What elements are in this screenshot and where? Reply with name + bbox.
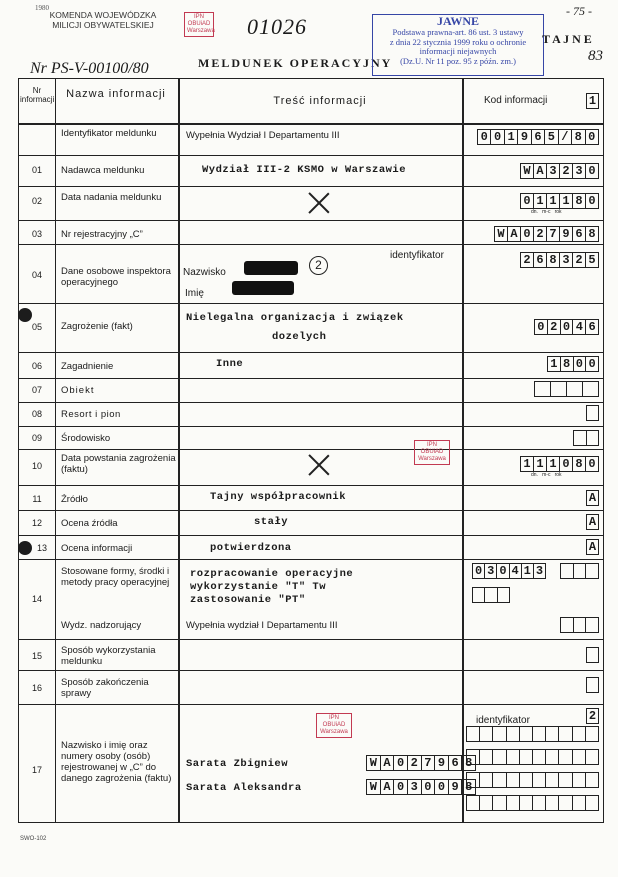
row-number-12: 12 bbox=[31, 518, 42, 528]
code-value-17: 2 bbox=[586, 708, 599, 724]
nr-column-header: Nr informacji bbox=[20, 86, 55, 104]
code-boxes-09 bbox=[573, 430, 599, 446]
person-1-code: W A 0 2 7 9 6 8 bbox=[366, 755, 476, 771]
row-number-11: 11 bbox=[32, 494, 42, 504]
punch-hole bbox=[18, 308, 32, 322]
row-number-02: 02 bbox=[31, 196, 42, 206]
jawne-title: JAWNE bbox=[436, 14, 479, 28]
circled-number: 2 bbox=[309, 256, 328, 275]
person-2-name: Sarata Aleksandra bbox=[186, 782, 302, 794]
row-label-15: Sposób wykorzystania meldunku bbox=[61, 645, 156, 667]
code-boxes-14-row1: 0 3 0 4 1 3 bbox=[472, 563, 546, 579]
sheet-number: 83 bbox=[588, 48, 603, 64]
person-2-code: W A 0 3 0 0 9 8 bbox=[366, 779, 476, 795]
row-content-13: potwierdzona bbox=[210, 542, 292, 554]
row-label-17: Nazwisko i imię oraz numery osoby (osób) rejestrowanej w „C” do danego zagrożenia (faktu) bbox=[61, 740, 172, 784]
code-boxes-05: 0 2 0 4 6 bbox=[534, 319, 599, 335]
code-boxes-04: 2 6 8 3 2 5 bbox=[520, 252, 599, 268]
row-number-16: 16 bbox=[31, 683, 42, 693]
handwritten-number: 01026 bbox=[247, 14, 307, 39]
row-label-13: Ocena informacji bbox=[61, 543, 133, 554]
row-content-14-line2: wykorzystanie "T" Tw bbox=[190, 581, 327, 593]
surname-label: Nazwisko bbox=[183, 267, 226, 278]
row-content-05-line2: dozelych bbox=[272, 331, 327, 343]
page-note: - 75 - bbox=[566, 4, 592, 18]
code-boxes-10: 1 1 1 0 8 0 bbox=[520, 456, 599, 472]
jawne-line-3: informacji niejawnych bbox=[419, 46, 497, 56]
identifier-grid-row4 bbox=[466, 795, 599, 811]
row-number-09: 09 bbox=[31, 433, 42, 443]
row-number-01: 01 bbox=[31, 165, 42, 175]
identifier-label-17: identyfikator bbox=[476, 715, 530, 726]
ipn-stamp-top: IPN OBUiAD Warszawa bbox=[184, 12, 214, 37]
row-label-12: Ocena źródła bbox=[61, 518, 118, 529]
row-number-04: 04 bbox=[31, 270, 42, 280]
row-content-12: stały bbox=[254, 516, 289, 528]
row-number-05: 05 bbox=[31, 322, 42, 332]
row-content-01: Wydział III-2 KSMO w Warszawie bbox=[202, 164, 407, 176]
code-boxes-14-sub bbox=[560, 617, 599, 633]
jawne-stamp bbox=[372, 14, 544, 76]
code-boxes-01: W A 3 2 3 0 bbox=[520, 163, 599, 179]
row-number-17: 17 bbox=[31, 765, 42, 775]
row-label-identyfikator: Identyfikator meldunku bbox=[61, 128, 157, 139]
code-boxes-07 bbox=[534, 381, 599, 397]
jawne-line-2: z dnia 22 stycznia 1999 roku o ochronie bbox=[389, 36, 527, 47]
code-boxes-08 bbox=[586, 405, 599, 421]
row-number-03: 03 bbox=[31, 229, 42, 239]
code-boxes-14-extra bbox=[560, 563, 599, 579]
code-boxes-03: W A 0 2 7 9 6 8 bbox=[494, 226, 599, 242]
redaction-firstname bbox=[232, 281, 294, 295]
row-label-04: Dane osobowe inspektora operacyjnego bbox=[61, 266, 171, 288]
ipn-stamp-row10: IPN OBUiAD Warszawa bbox=[414, 440, 450, 465]
row-number-06: 06 bbox=[31, 361, 42, 371]
row-label-14-sub: Wydz. nadzorujący bbox=[61, 620, 142, 631]
row-label-16: Sposób zakończenia sprawy bbox=[61, 677, 149, 699]
org-line-2: MILICJI OBYWATELSKIEJ bbox=[52, 20, 154, 30]
row-number-15: 15 bbox=[31, 651, 42, 661]
identifier-grid-row1 bbox=[466, 726, 599, 742]
row-number-10: 10 bbox=[31, 461, 42, 471]
row-content-11: Tajny współpracownik bbox=[210, 491, 347, 503]
row-label-11: Źródło bbox=[61, 494, 88, 505]
code-column-value: 1 bbox=[586, 93, 599, 109]
row-number-08: 08 bbox=[31, 409, 42, 419]
row-label-10: Data powstania zagrożenia (faktu) bbox=[61, 453, 176, 475]
row-content-14-line1: rozpracowanie operacyjne bbox=[190, 568, 354, 580]
identifier-grid-row3 bbox=[466, 772, 599, 788]
row-content-06: Inne bbox=[216, 358, 244, 370]
row-label-14: Stosowane formy, środki i metody pracy operacyjnej bbox=[61, 566, 170, 588]
form-table bbox=[18, 78, 604, 823]
jawne-line-1: Podstawa prawna-art. 86 ust. 3 ustawy bbox=[392, 27, 524, 37]
content-column-header: Treść informacji bbox=[273, 95, 367, 107]
row-label-01: Nadawca meldunku bbox=[61, 165, 145, 176]
code-column-header: Kod informacji bbox=[484, 95, 548, 106]
row-label-07: Obiekt bbox=[61, 385, 95, 396]
code-boxes-11: A bbox=[586, 490, 599, 506]
identifier-label-04: identyfikator bbox=[390, 250, 444, 261]
row-label-08: Resort i pion bbox=[61, 409, 121, 420]
org-line-1: KOMENDA WOJEWÓDZKA bbox=[49, 10, 157, 20]
row-content-identyfikator: Wypełnia Wydział I Departamentu III bbox=[186, 130, 340, 141]
row-content-14-line3: zastosowanie "PT" bbox=[190, 594, 306, 606]
row-content-05-line1: Nielegalna organizacja i związek bbox=[186, 312, 404, 324]
code-boxes-06: 1 8 0 0 bbox=[547, 356, 599, 372]
row-label-02: Data nadania meldunku bbox=[61, 192, 162, 203]
date-caption-10: dn. m-c rok bbox=[531, 472, 562, 478]
code-boxes-13: A bbox=[586, 539, 599, 555]
identifier-grid-row2 bbox=[466, 749, 599, 765]
code-boxes-15 bbox=[586, 647, 599, 663]
row-label-05: Zagrożenie (fakt) bbox=[61, 321, 133, 332]
secrecy-label: T A J N E bbox=[542, 32, 592, 46]
redaction-surname bbox=[244, 261, 298, 275]
row-content-14-sub: Wypełnia wydział I Departamentu III bbox=[186, 620, 338, 631]
row-number-14: 14 bbox=[31, 594, 42, 604]
org-stamp bbox=[28, 10, 178, 30]
jawne-line-4: (Dz.U. Nr 11 poz. 95 z późn. zm.) bbox=[400, 55, 516, 66]
code-boxes-12: A bbox=[586, 514, 599, 530]
code-boxes-16 bbox=[586, 677, 599, 693]
row-number-13: 13 bbox=[36, 543, 47, 553]
name-column-header: Nazwa informacji bbox=[66, 88, 166, 100]
cross-mark-02 bbox=[308, 192, 330, 214]
ipn-stamp-row17: IPN OBUiAD Warszawa bbox=[316, 713, 352, 738]
date-note: 1980 bbox=[35, 4, 49, 12]
date-caption-02: dn. m-c rok bbox=[531, 209, 562, 215]
reference-number: Nr PS-V-00100/80 bbox=[30, 60, 149, 77]
row-label-06: Zagadnienie bbox=[61, 361, 114, 372]
row-number-07: 07 bbox=[31, 385, 42, 395]
form-title: MELDUNEK OPERACYJNY bbox=[198, 56, 393, 70]
row-label-09: Środowisko bbox=[61, 433, 111, 444]
code-boxes-02: 0 1 1 1 8 0 bbox=[520, 193, 599, 209]
row-label-03: Nr rejestracyjny „C” bbox=[61, 229, 143, 240]
code-boxes-14-row2 bbox=[472, 587, 510, 603]
person-1-name: Sarata Zbigniew bbox=[186, 758, 289, 770]
code-boxes-identyfikator: 0 0 1 9 6 5 / 8 0 bbox=[477, 129, 599, 145]
cross-mark-10 bbox=[308, 454, 330, 476]
form-code: SWO-102 bbox=[20, 836, 47, 842]
firstname-label: Imię bbox=[185, 288, 204, 299]
